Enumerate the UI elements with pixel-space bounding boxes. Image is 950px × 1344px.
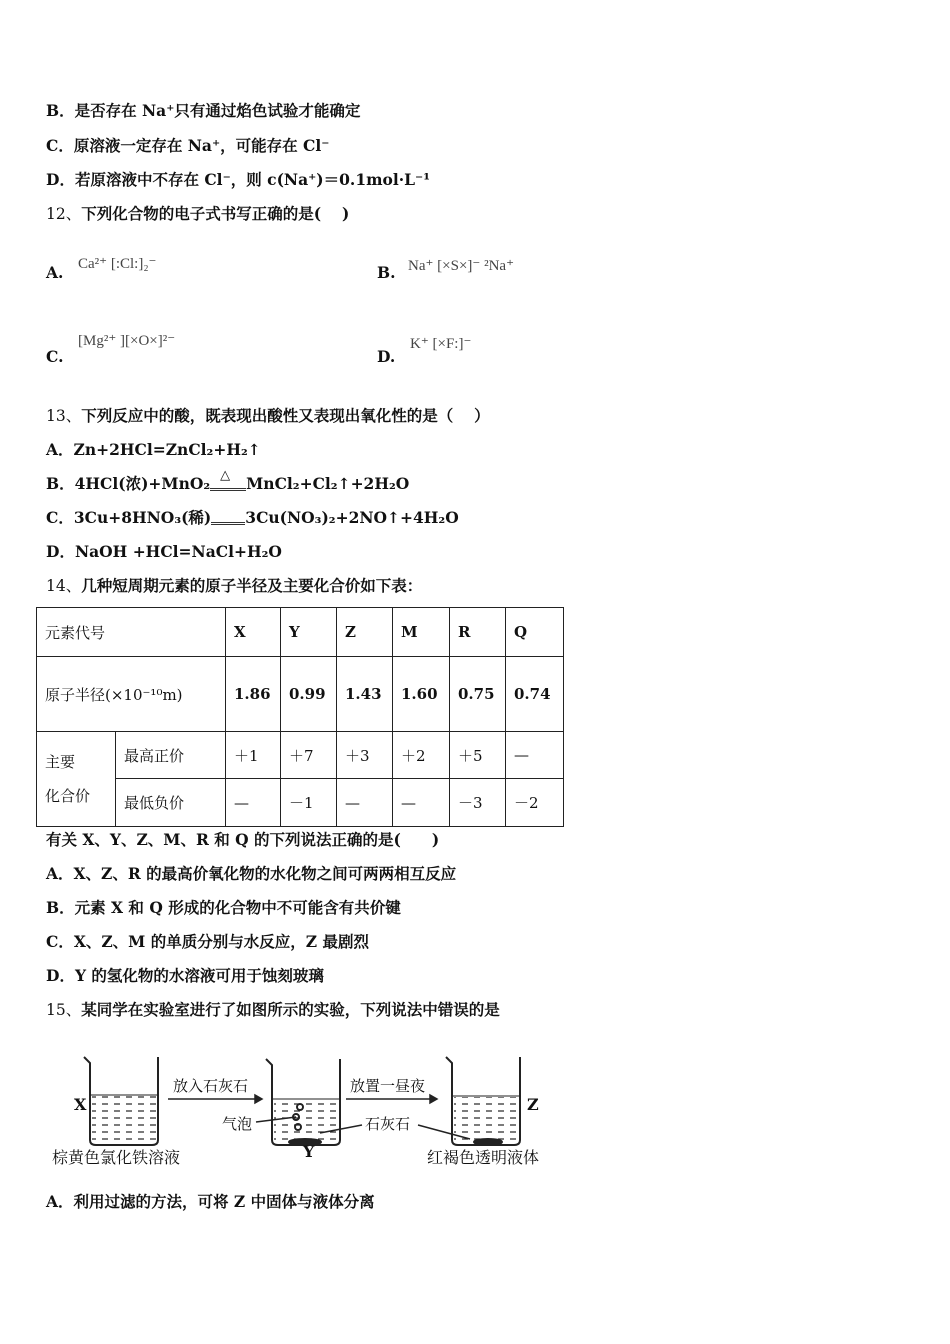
radius-label: 原子半径(×10⁻¹⁰m) — [37, 657, 226, 732]
radius-cell: 0.99 — [281, 657, 337, 732]
q12-d-label: D. — [377, 347, 396, 366]
max-cell: ＋1 — [226, 732, 281, 779]
caption-x: 棕黄色氯化铁溶液 — [52, 1148, 181, 1167]
element-cell: Z — [337, 608, 393, 657]
q15-stem — [46, 1000, 500, 1020]
element-cell: R — [450, 608, 506, 657]
q14-text: 几种短周期元素的原子半径及主要化合价如下表： — [81, 576, 423, 595]
q12-b-formula: Na⁺ [×S×]⁻ ²Na⁺ — [408, 258, 514, 274]
q15-text: 某同学在实验室进行了如图所示的实验，下列说法中错误的是 — [81, 1000, 500, 1019]
q13-number: 13、 — [46, 407, 82, 425]
caption-z: 红褐色透明液体 — [427, 1148, 540, 1167]
radius-cell: 0.75 — [450, 657, 506, 732]
valence-label-1: 主要 — [45, 753, 76, 771]
element-cell: Y — [281, 608, 337, 657]
q14-number: 14、 — [46, 577, 82, 595]
max-cell: ＋2 — [393, 732, 450, 779]
q12-c-formula: [Mg²⁺ ][×O×]²⁻ — [78, 333, 176, 349]
min-valence-label: 最低负价 — [116, 779, 226, 827]
q11-option-b: B．是否存在 Na⁺只有通过焰色试验才能确定 — [46, 101, 361, 120]
q13-option-c — [46, 508, 459, 528]
q11-option-c: C．原溶液一定存在 Na⁺，可能存在 Cl⁻ — [46, 136, 330, 155]
q13-text: 下列反应中的酸，既表现出酸性又表现出氧化性的是（ ） — [81, 406, 490, 425]
limestone-label: 石灰石 — [365, 1115, 411, 1133]
min-cell: －1 — [281, 779, 337, 827]
q14-option-c: C．X、Z、M 的单质分别与水反应，Z 最剧烈 — [46, 932, 369, 951]
q14-option-a: A．X、Z、R 的最高价氧化物的水化物之间可两两相互反应 — [46, 864, 457, 883]
radius-cell: 1.43 — [337, 657, 393, 732]
heat-triangle-icon: △ — [220, 467, 231, 483]
q12-d-formula: K⁺ [×F:]⁻ — [410, 336, 472, 352]
radius-cell: 1.60 — [393, 657, 450, 732]
table-header: 元素代号 — [37, 608, 226, 657]
q12-b-label: B. — [377, 263, 396, 282]
min-cell: — — [393, 779, 450, 827]
label-y: Y — [303, 1142, 315, 1161]
q12-text: 下列化合物的电子式书写正确的是( ) — [81, 204, 350, 223]
max-cell: — — [506, 732, 564, 779]
q14-stem — [46, 576, 422, 596]
q13-b-right: MnCl₂+Cl₂↑+2H₂O — [246, 474, 410, 493]
q15-number: 15、 — [46, 1001, 82, 1019]
radius-cell: 1.86 — [226, 657, 281, 732]
equals-sign — [211, 514, 245, 525]
radius-cell: 0.74 — [506, 657, 564, 732]
q12-a-formula: Ca²⁺ [:Cl:]₂⁻ — [78, 256, 157, 272]
element-cell: X — [226, 608, 281, 657]
max-cell: ＋3 — [337, 732, 393, 779]
q14-option-b: B．元素 X 和 Q 形成的化合物中不可能含有共价键 — [46, 898, 401, 917]
q13-stem — [46, 406, 490, 426]
q13-option-b — [46, 467, 410, 494]
element-cell: M — [393, 608, 450, 657]
heat-equals-sign — [210, 467, 246, 491]
q12-a-label: A. — [46, 263, 64, 282]
q12-stem — [46, 204, 349, 224]
q13-c-left: C．3Cu+8HNO₃(稀) — [46, 508, 212, 527]
beaker-x — [84, 1057, 158, 1145]
valence-group-label — [37, 732, 116, 827]
beaker-z — [446, 1057, 520, 1145]
min-cell: — — [337, 779, 393, 827]
max-cell: ＋7 — [281, 732, 337, 779]
min-cell: －3 — [450, 779, 506, 827]
q13-b-left: B．4HCl(浓)+MnO₂ — [46, 474, 211, 493]
beaker-y — [266, 1059, 340, 1145]
q15-option-a: A．利用过滤的方法，可将 Z 中固体与液体分离 — [46, 1192, 375, 1211]
max-cell: ＋5 — [450, 732, 506, 779]
bubble-label: 气泡 — [222, 1115, 253, 1133]
q12-number: 12、 — [46, 205, 82, 223]
q13-option-d: D．NaOH +HCl=NaCl+H₂O — [46, 542, 282, 561]
element-cell: Q — [506, 608, 564, 657]
valence-label-2: 化合价 — [45, 787, 91, 805]
q12-c-label: C. — [46, 347, 64, 366]
arrow1-label: 放入石灰石 — [173, 1077, 249, 1095]
arrow2-label: 放置一昼夜 — [350, 1077, 426, 1095]
q11-option-d: D．若原溶液中不存在 Cl⁻，则 c(Na⁺)＝0.1mol·L⁻¹ — [46, 170, 430, 189]
q13-option-a: A．Zn+2HCl=ZnCl₂+H₂↑ — [46, 440, 261, 459]
experiment-figure — [40, 1045, 570, 1170]
min-cell: — — [226, 779, 281, 827]
min-cell: －2 — [506, 779, 564, 827]
q14-substem: 有关 X、Y、Z、M、R 和 Q 的下列说法正确的是( ) — [46, 830, 440, 849]
q13-c-right: 3Cu(NO₃)₂+2NO↑+4H₂O — [245, 508, 459, 527]
label-x: X — [74, 1095, 87, 1114]
element-table — [36, 607, 564, 827]
max-valence-label: 最高正价 — [116, 732, 226, 779]
q14-option-d: D．Y 的氢化物的水溶液可用于蚀刻玻璃 — [46, 966, 324, 985]
label-z: Z — [527, 1095, 539, 1114]
